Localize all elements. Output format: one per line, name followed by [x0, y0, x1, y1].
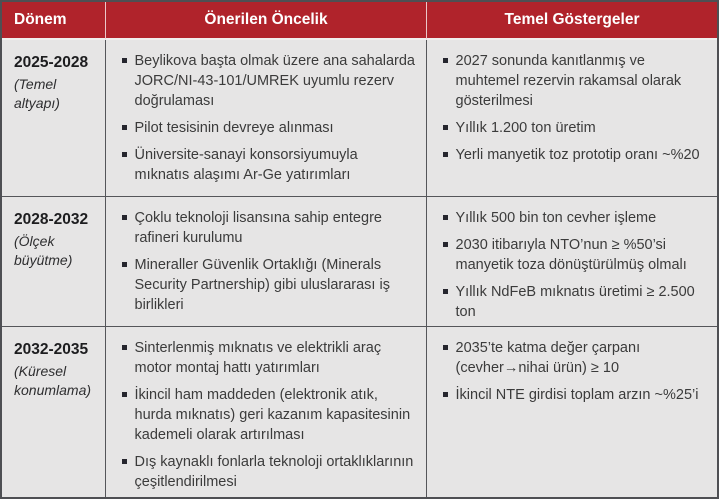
- period-cell-2025-2028: [2, 40, 105, 196]
- indicators-cell-row3: [426, 326, 717, 497]
- list-item: 2027 sonunda kanıtlanmış ve muhtemel rezervin rakamsal olarak gösterilmesi: [440, 51, 707, 111]
- list-item: İkincil NTE girdisi toplam arzın ~%25’i: [440, 385, 707, 405]
- bullet-icon: [122, 345, 127, 350]
- priorities-cell-row1: [105, 40, 426, 196]
- list-item: Sinterlenmiş mıknatıs ve elektrikli araç motor montaj hattı yatırımları: [119, 338, 416, 378]
- period-label: (Temel altyapı): [14, 76, 60, 111]
- header-donem: Dönem: [2, 2, 105, 40]
- list-item: Üniversite-sanayi konsorsiyumuyla mıknatıs alaşımı Ar-Ge yatırımları: [119, 145, 416, 185]
- list-item: Pilot tesisinin devreye alınması: [119, 118, 416, 138]
- bullet-icon: [443, 58, 448, 63]
- list-item: 2035’te katma değer çarpanı (cevher→nihai ürün) ≥ 10: [440, 338, 707, 378]
- bullet-icon: [122, 125, 127, 130]
- bullet-icon: [443, 289, 448, 294]
- priorities-cell-row3: [105, 326, 426, 497]
- period-cell-2028-2032: [2, 196, 105, 326]
- period-cell-2032-2035: [2, 326, 105, 497]
- list-item: Dış kaynaklı fonlarla teknoloji ortaklıklarının çeşitlendirilmesi: [119, 452, 416, 492]
- list-item: Yıllık NdFeB mıknatıs üretimi ≥ 2.500 ton: [440, 282, 707, 322]
- indicator-list: [440, 338, 707, 405]
- indicators-cell-row1: [426, 40, 717, 196]
- header-onerilen-oncelik: Önerilen Öncelik: [105, 2, 426, 40]
- list-item: 2030 itibarıyla NTO’nun ≥ %50’si manyetik toza dönüştürülmüş olmalı: [440, 235, 707, 275]
- priority-list: [119, 208, 416, 315]
- header-temel-gostergeler: Temel Göstergeler: [426, 2, 717, 40]
- priorities-cell-row2: [105, 196, 426, 326]
- period-label: (Küresel konumlama): [14, 363, 92, 398]
- period-years: 2032-2035: [14, 341, 89, 358]
- list-item: Beylikova başta olmak üzere ana sahalarda JORC/NI-43-101/UMREK uyumlu rezerv doğrulaması: [119, 51, 416, 111]
- list-item: Yıllık 1.200 ton üretim: [440, 118, 707, 138]
- bullet-icon: [443, 215, 448, 220]
- period-label: (Ölçek büyütme): [14, 233, 73, 268]
- priority-list: [119, 51, 416, 185]
- bullet-icon: [443, 345, 448, 350]
- indicators-cell-row2: [426, 196, 717, 326]
- bullet-icon: [122, 215, 127, 220]
- period-years: 2028-2032: [14, 211, 89, 228]
- bullet-icon: [443, 392, 448, 397]
- list-item: Yerli manyetik toz prototip oranı ~%20: [440, 145, 707, 165]
- bullet-icon: [122, 152, 127, 157]
- indicator-list: [440, 51, 707, 165]
- indicator-list: [440, 208, 707, 322]
- period-years: 2025-2028: [14, 54, 89, 71]
- bullet-icon: [443, 125, 448, 130]
- list-item: Yıllık 500 bin ton cevher işleme: [440, 208, 707, 228]
- list-item: İkincil ham maddeden (elektronik atık, hurda mıknatıs) geri kazanım kapasitesinin kademeli olarak artırılması: [119, 385, 416, 445]
- priority-list: [119, 338, 416, 492]
- bullet-icon: [122, 262, 127, 267]
- bullet-icon: [443, 242, 448, 247]
- bullet-icon: [122, 392, 127, 397]
- list-item: Çoklu teknoloji lisansına sahip entegre rafineri kurulumu: [119, 208, 416, 248]
- bullet-icon: [122, 459, 127, 464]
- bullet-icon: [443, 152, 448, 157]
- list-item: Mineraller Güvenlik Ortaklığı (Minerals Security Partnership) gibi uluslararası iş birlikleri: [119, 255, 416, 315]
- bullet-icon: [122, 58, 127, 63]
